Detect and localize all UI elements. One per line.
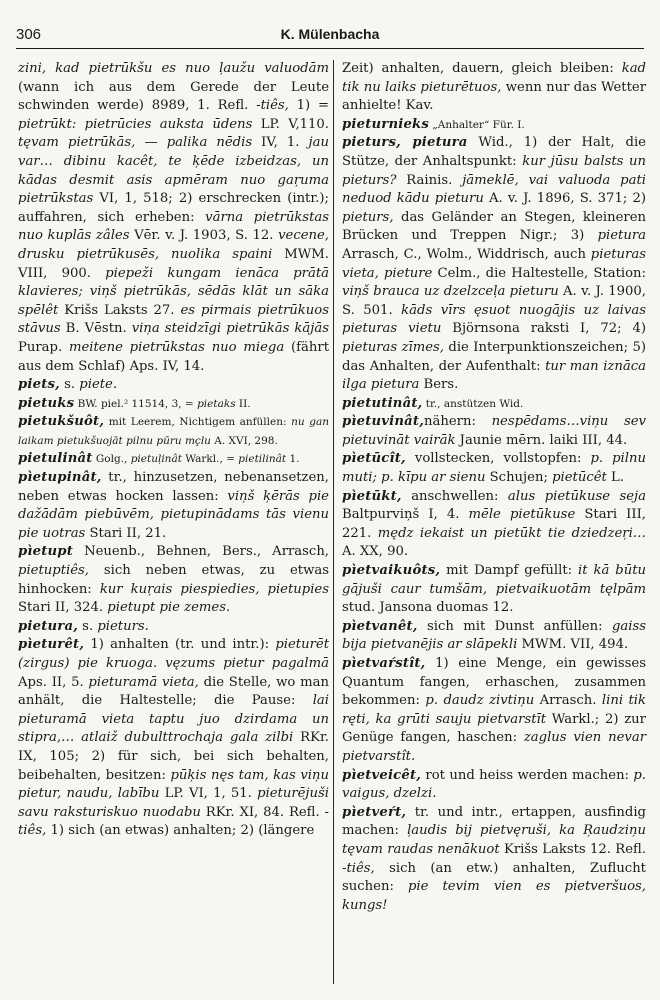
- gloss-text: tr. und intr., ertappen, ausfindig machen:: [342, 804, 646, 839]
- gloss-text: L.: [606, 470, 624, 486]
- example-text: pietupt pie zemes.: [107, 600, 231, 616]
- dictionary-entry: [342, 413, 646, 450]
- example-text: p. vaigus, dzelzi.: [342, 767, 646, 802]
- dictionary-entry: [342, 134, 646, 394]
- dictionary-entry: [18, 618, 329, 637]
- dictionary-entry: [18, 395, 329, 414]
- headword: pìetvaŕstît,: [342, 656, 426, 671]
- dictionary-entry: [18, 636, 329, 841]
- gloss-text: Stari III, 221.: [342, 507, 646, 541]
- note-text: II.: [235, 397, 251, 410]
- note-text: BW. piel.² 11514, 3, =: [74, 397, 198, 410]
- right-column: [342, 60, 646, 915]
- example-text: piete.: [79, 377, 118, 393]
- headword: pìetveicêt,: [342, 767, 422, 783]
- gloss-text: Rainis.: [396, 172, 463, 188]
- headword: pieturs, pietura: [342, 135, 468, 151]
- gloss-text: 1) =: [288, 98, 329, 114]
- example-text: -tiês,: [256, 98, 289, 114]
- example-text: pietaks: [197, 397, 236, 410]
- example-text: kāds vīrs ęsuot nuogājis uz laivas pieturas vietu: [342, 302, 646, 337]
- gloss-text: (wann ich aus dem Gerede der Leute schwinden werde) 8989, 1. Refl.: [18, 79, 329, 114]
- example-text: lini tik ręti, ka grūti sauju pietvarstīt: [342, 693, 647, 727]
- example-text: tur man iznāca ilga pietura: [342, 358, 646, 393]
- page-header: [16, 22, 644, 49]
- gloss-text: Zeit) anhalten, dauern, gleich bleiben:: [342, 61, 622, 76]
- example-text: pieturējuši savu raksturiskuo nuodabu: [18, 786, 329, 820]
- gloss-text: Aps. II, 5.: [18, 674, 89, 690]
- example-text: kur jūsu balsts un pieturs?: [342, 153, 646, 188]
- page-number: 306: [16, 26, 42, 43]
- gloss-text: die Interpunktionszeichen; 5) das Anhalten, der Aufenthalt:: [342, 339, 646, 374]
- gloss-text: Björnsona raksti I, 72; 4): [441, 321, 646, 337]
- example-text: kur kuŗais piespiedies, pietupies: [99, 581, 329, 597]
- headword: piets,: [18, 377, 60, 393]
- dictionary-entry: [342, 618, 646, 655]
- gloss-text: RKr. IX, 105; 2) für sich, bei sich behalten, beibehalten, besitzen:: [18, 730, 329, 783]
- headword: pìetūkt,: [342, 488, 402, 504]
- gloss-text: (fährt aus dem Schlaf) Aps. IV, 14.: [18, 339, 329, 374]
- example-text: ļaudis bij pietvęruši, ka Ŗaudziņu tęvam raudas nenākuot: [342, 823, 646, 857]
- gloss-text: Arrasch, C., Wolm., Widdrisch, auch: [342, 246, 591, 262]
- example-text: jau var… dibinu kacêt, te ķēde izbeidzas, un kādas desmit asis apmēram nuo gaŗuma pietrūkstas: [18, 135, 329, 207]
- dictionary-entry: [18, 450, 329, 469]
- example-text: meitene pietrūkstas nuo miega: [68, 339, 285, 355]
- gloss-text: Stari II, 324.: [18, 600, 108, 616]
- headword: pietura,: [18, 618, 78, 634]
- example-text: jāmeklē, vai valuoda pati neduod kādu pieturu: [342, 172, 646, 207]
- example-text: alus pietūkuse seja: [507, 488, 647, 504]
- dictionary-entry: [18, 376, 329, 395]
- note-text: Warkl., =: [181, 453, 239, 466]
- example-text: zaglus vien nevar pietvarstît.: [342, 730, 646, 764]
- example-text: pietuļinât: [130, 453, 182, 466]
- example-text: pieturas vieta, pieture: [342, 246, 646, 281]
- headword: pietutinât,: [342, 395, 423, 411]
- note-text: Golg.,: [92, 453, 131, 466]
- dictionary-entry: [342, 488, 646, 562]
- dictionary-entry: [342, 767, 646, 804]
- example-text: viņš brauca uz dzelzceļa pieturu: [342, 284, 559, 300]
- example-text: -tiês,: [18, 804, 329, 839]
- gloss-text: anschwellen:: [401, 488, 508, 504]
- dictionary-entry: [342, 116, 646, 135]
- gloss-text: Stari II, 21.: [85, 525, 167, 541]
- headword: pìeturêt,: [18, 637, 85, 653]
- gloss-text: 1) sich (an etwas) anhalten; 2) (längere: [46, 823, 315, 839]
- gloss-text: Krišs Laksts 12. Refl.: [499, 841, 646, 857]
- dictionary-entry: [18, 60, 329, 376]
- example-text: viņa steidzīgi pietrūkās kājās: [131, 321, 329, 337]
- gloss-text: sich neben etwas, zu etwas hinhocken:: [18, 563, 329, 597]
- headword: pietuks: [18, 395, 75, 411]
- example-text: p. pilnu muti; p. kīpu ar sienu: [342, 451, 646, 486]
- gloss-text: Neuenb., Behnen, Bers., Arrasch,: [73, 544, 329, 560]
- gloss-text: rot und heiss werden machen:: [421, 767, 634, 783]
- gloss-text: das Geländer an Stegen, kleineren Brücken und Treppen Nigr.; 3): [342, 209, 646, 244]
- gloss-text: MWM. VII, 494.: [517, 637, 629, 653]
- gloss-text: LP. V,110.: [252, 116, 329, 132]
- dictionary-entry: [342, 60, 646, 116]
- note-text: „Anhalter“ Für. I.: [429, 118, 525, 131]
- running-title: K. Mülenbacha: [280, 26, 380, 42]
- gloss-text: A. v. J. 1900, S. 501.: [342, 284, 646, 318]
- dictionary-entry: [342, 562, 646, 618]
- example-text: pieturēt (zirgus) pie kruoga. vęzums pietur pagalmā: [18, 637, 329, 671]
- example-text: nu gan laikam pietukšuojāt pilnu pūru mçlu: [18, 416, 330, 447]
- example-text: pietilinât: [238, 453, 287, 466]
- example-text: pietuptiês,: [18, 563, 89, 579]
- note-text: A. XVI, 298.: [210, 434, 278, 447]
- example-text: nespēdams…viņu sev pietuvināt vairāk: [342, 414, 646, 448]
- example-text: pieturs,: [342, 209, 394, 225]
- dictionary-entry: [18, 469, 329, 543]
- gloss-text: RKr. XI, 84. Refl.: [200, 804, 325, 820]
- example-text: pūķis nęs tam, kas viņu pietur, naudu, labību: [18, 767, 329, 802]
- gloss-text: die Stelle, wo man anhält, die Haltestelle; die Pause:: [18, 674, 329, 709]
- gloss-text: Bers.: [419, 377, 459, 393]
- note-text: tr., anstützen Wid.: [422, 397, 524, 410]
- example-text: pieturas zīmes,: [342, 339, 445, 355]
- column-divider: [333, 60, 334, 984]
- gloss-text: tr., hinzusetzen, nebenansetzen, neben etwas hocken lassen:: [18, 470, 329, 504]
- example-text: p. daudz zivtiņu: [425, 693, 535, 709]
- example-text: tęvam pietrūkās, — palika nēdis: [18, 135, 253, 151]
- example-text: pie tevim vien es pietveršuos, kungs!: [342, 879, 646, 913]
- gloss-text: IV, 1.: [252, 135, 309, 151]
- gloss-text: 1) eine Menge, ein gewisses Quantum fangen, erhaschen, zusammen bekommen:: [342, 656, 646, 709]
- gloss-text: MWM. VIII, 900.: [18, 246, 329, 281]
- headword: pìetupt: [18, 544, 74, 560]
- headword: pìetupinât,: [18, 470, 102, 486]
- headword: pietulinât: [18, 451, 93, 467]
- gloss-text: VI, 1, 518; 2) erschrecken (intr.); auffahren, sich erheben:: [18, 191, 329, 225]
- dictionary-entry: [342, 655, 646, 767]
- dictionary-entry: [18, 543, 329, 617]
- gloss-text: stud. Jansona duomas 12.: [342, 600, 514, 616]
- gloss-text: B. Vēstn.: [60, 321, 132, 337]
- gloss-text: Baltpurviņš I, 4.: [342, 507, 469, 523]
- left-column: [18, 60, 329, 841]
- gloss-text: 1) anhalten (tr. und intr.):: [84, 637, 276, 653]
- headword: pìetūcît,: [342, 451, 406, 467]
- gloss-text: nähern:: [424, 414, 492, 430]
- dictionary-entry: [18, 413, 329, 450]
- example-text: -tiês,: [342, 860, 375, 876]
- dictionary-entry: [342, 450, 646, 487]
- gloss-text: wenn nur das Wetter anhielte! Kav.: [342, 79, 646, 114]
- example-text: pietūcêt: [552, 470, 607, 486]
- gloss-text: Celm., die Haltestelle, Station:: [432, 265, 646, 281]
- headword: pìetvaikuôts,: [342, 563, 441, 579]
- example-text: vārna pietrūkstas nuo kuplās zâles: [18, 209, 330, 244]
- example-text: pieturs.: [97, 618, 149, 634]
- note-text: 1.: [286, 453, 300, 466]
- headword: pietukšuôt,: [18, 414, 105, 430]
- example-text: kad tik nu laiks pieturētuos,: [342, 61, 646, 95]
- example-text: viņš ķērās pie dažādām piebūvēm, pietupinādams tās vienu pie uotras: [18, 488, 329, 541]
- example-text: piepeži kungam ienāca prātā klavieres; viņš pietrūkās, sēdās klāt un sāka spēlêt: [18, 265, 329, 318]
- example-text: vecene, drusku pietrūkusēs, nuolika spaini: [18, 228, 329, 262]
- example-text: lai pieturamā vieta taptu juo dzirdama un stipra,… atlaiž dubulttrochaja gala zilbi: [18, 693, 329, 746]
- gloss-text: LP. VI, 1, 51.: [159, 786, 258, 802]
- example-text: mędz iekaist un pietūkt tie dziedzeŗi…: [377, 525, 646, 541]
- gloss-text: Schujen;: [485, 470, 553, 486]
- gloss-text: sich (an etw.) anhalten, Zuflucht suchen:: [342, 860, 646, 895]
- gloss-text: Jaunie mērn. laiki III, 44.: [455, 432, 628, 448]
- gloss-text: s.: [59, 377, 80, 393]
- gloss-text: Warkl.; 2) zur Genüge fangen, haschen:: [342, 711, 646, 746]
- headword: pieturnieks: [342, 116, 429, 132]
- example-text: pieturamā vieta,: [88, 674, 199, 690]
- example-text: gaiss bija pietvanējis ar slāpekli: [342, 618, 646, 653]
- headword: pìetveŕt,: [342, 804, 407, 820]
- gloss-text: mit Dampf gefüllt:: [440, 563, 579, 579]
- example-text: zini, kad pietrūkšu es nuo ļaužu valuodām: [18, 61, 329, 76]
- gloss-text: sich mit Dunst anfüllen:: [417, 618, 612, 634]
- gloss-text: Arrasch.: [534, 693, 602, 709]
- example-text: it kā būtu gājuši caur tumšām, pietvaikuotām tęlpām: [342, 563, 646, 597]
- gloss-text: Vēr. v. J. 1903, S. 12.: [129, 228, 279, 244]
- example-text: mēle pietūkuse: [468, 507, 576, 523]
- headword: pìetuvinât,: [342, 414, 424, 430]
- gloss-text: s.: [77, 618, 98, 634]
- gloss-text: vollstecken, vollstopfen:: [405, 451, 591, 467]
- gloss-text: A. v. J. 1896, S. 371; 2): [483, 191, 647, 207]
- gloss-text: Wid., 1) der Halt, die Stütze, der Anhaltspunkt:: [342, 135, 646, 169]
- gloss-text: Krišs Laksts 27.: [58, 302, 181, 318]
- example-text: pietrūkt: pietrūcies auksta ūdens: [18, 116, 253, 132]
- headword: pìetvanêt,: [342, 618, 418, 634]
- note-text: mit Leerem, Nichtigem anfüllen:: [104, 416, 292, 429]
- gloss-text: A. XX, 90.: [342, 544, 409, 560]
- example-text: es pirmais pietrūkuos stāvus: [18, 302, 329, 337]
- example-text: pietura: [597, 228, 646, 244]
- dictionary-entry: [342, 395, 646, 414]
- gloss-text: Purap.: [18, 339, 69, 355]
- dictionary-entry: [342, 804, 646, 916]
